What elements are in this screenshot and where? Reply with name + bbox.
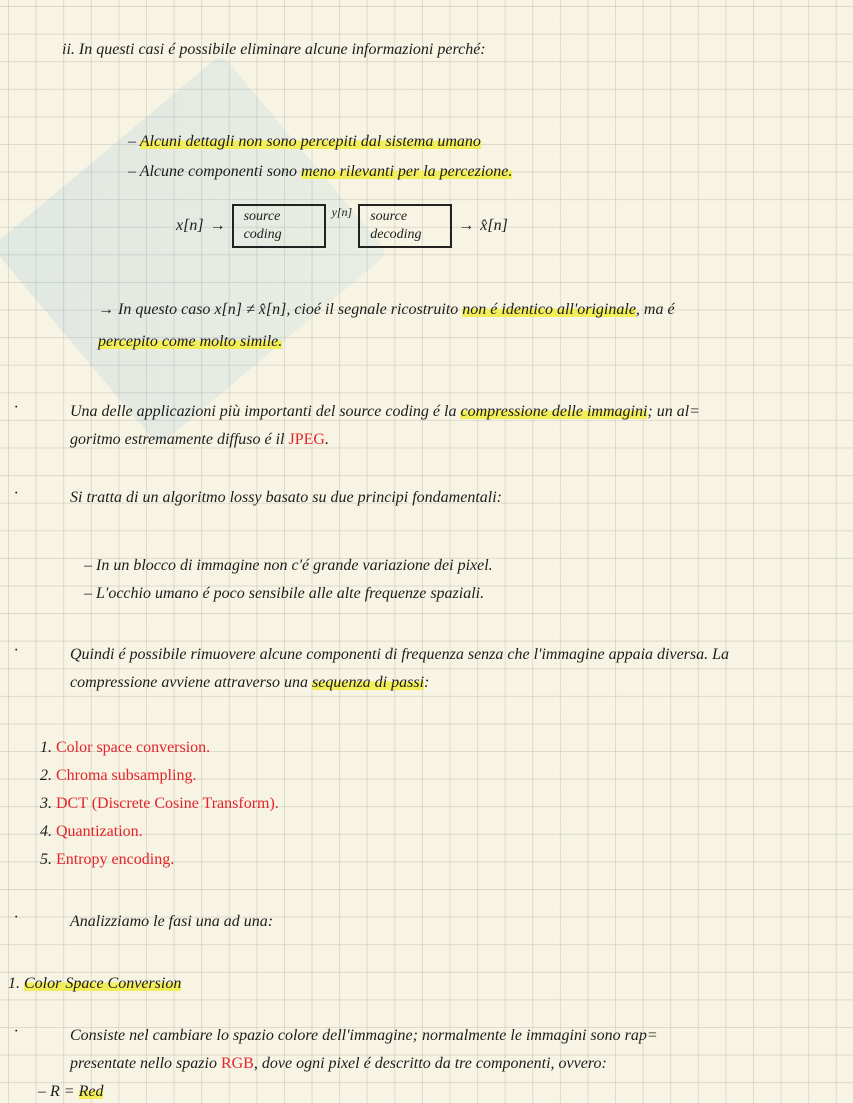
text: 3. <box>40 795 56 812</box>
red-text: JPEG <box>288 431 325 448</box>
text: 2. <box>40 767 56 784</box>
text: – Alcune componenti sono <box>128 163 302 180</box>
text-line <box>98 300 675 320</box>
text: ; un al= <box>647 403 700 420</box>
text: – <box>128 133 140 150</box>
text-line <box>70 645 729 665</box>
text: : <box>424 674 430 691</box>
text: ii. In questi casi é possibile eliminare alcune informazioni perché: <box>62 41 486 58</box>
text: – In un blocco di immagine non c'é grande variazione dei pixel. <box>84 557 493 574</box>
highlighted-text: meno rilevanti per la percezione. <box>301 163 513 180</box>
arrow-icon: → <box>209 217 226 234</box>
text: Analizziamo le fasi una ad una: <box>70 913 274 930</box>
text-line <box>40 738 210 758</box>
text: Consiste nel cambiare lo spazio colore dell'immagine; normalmente le immagini sono rap= <box>70 1027 658 1044</box>
text-line <box>40 794 279 814</box>
bullet-icon: · <box>14 642 18 659</box>
source-decoding-box: source decoding <box>358 204 452 248</box>
source-coding-box: source coding <box>232 204 326 248</box>
text: , ma é <box>635 301 675 318</box>
highlighted-text: compressione delle immagini <box>460 403 648 420</box>
text-line <box>40 850 174 870</box>
text-line <box>40 766 196 786</box>
highlighted-text: non é identico all'originale <box>462 301 636 318</box>
highlighted-text: Red <box>78 1083 104 1100</box>
text: – L'occhio umano é poco sensibile alle alte frequenze spaziali. <box>84 585 485 602</box>
text: . <box>324 431 329 448</box>
text-line <box>128 162 512 182</box>
text-line <box>98 332 282 352</box>
arrow-icon: → <box>458 217 475 234</box>
source-coding-diagram <box>176 200 508 252</box>
highlighted-text: Color Space Conversion <box>24 975 182 992</box>
text-line <box>70 673 429 693</box>
text-line <box>70 1026 658 1046</box>
text-line <box>84 584 484 604</box>
bullet-icon: · <box>14 399 18 416</box>
diagram-mid: y[n] <box>331 204 353 219</box>
text: compressione avviene attraverso una <box>70 674 313 691</box>
text: 5. <box>40 851 56 868</box>
text-line <box>128 132 481 152</box>
red-text: Quantization. <box>56 823 143 840</box>
text: 1. <box>8 975 24 992</box>
text-line <box>70 488 502 508</box>
text: 1. <box>40 739 56 756</box>
bullet-icon: · <box>14 1023 18 1040</box>
bullet-icon: · <box>14 485 18 502</box>
diagram-output: x̂[n] <box>480 217 508 234</box>
highlighted-text: Alcuni dettagli non sono percepiti dal sistema umano <box>139 133 481 150</box>
red-text: DCT (Discrete Cosine Transform). <box>56 795 279 812</box>
text-line <box>84 556 493 576</box>
text: Si tratta di un algoritmo lossy basato su due principi fondamentali: <box>70 489 502 506</box>
red-text: RGB <box>220 1055 254 1072</box>
text: presentate nello spazio <box>70 1055 221 1072</box>
text: , dove ogni pixel é descritto da tre componenti, ovvero: <box>253 1055 607 1072</box>
red-text: Color space conversion. <box>56 739 211 756</box>
text-line <box>70 402 700 422</box>
bullet-icon: · <box>14 909 18 926</box>
text-line <box>40 822 143 842</box>
text-line <box>70 430 329 450</box>
text: → In questo caso x[n] ≠ x̂[n], cioé il segnale ricostruito <box>98 301 463 318</box>
red-text: Chroma subsampling. <box>56 767 197 784</box>
text-line <box>38 1082 103 1102</box>
text: Quindi é possibile rimuovere alcune componenti di frequenza senza che l'immagine appaia diversa. La <box>70 646 730 663</box>
red-text: Entropy encoding. <box>56 851 175 868</box>
text: Una delle applicazioni più importanti del source coding é la <box>70 403 461 420</box>
text: 4. <box>40 823 56 840</box>
text-line <box>62 40 486 60</box>
highlighted-text: sequenza di passi <box>312 674 425 691</box>
text-line <box>70 1054 607 1074</box>
highlighted-text: percepito come molto simile. <box>98 333 283 350</box>
diagram-input: x[n] <box>176 217 204 234</box>
text-line <box>70 912 273 932</box>
text-line <box>8 974 181 994</box>
text: – R = <box>38 1083 79 1100</box>
text: goritmo estremamente diffuso é il <box>70 431 289 448</box>
